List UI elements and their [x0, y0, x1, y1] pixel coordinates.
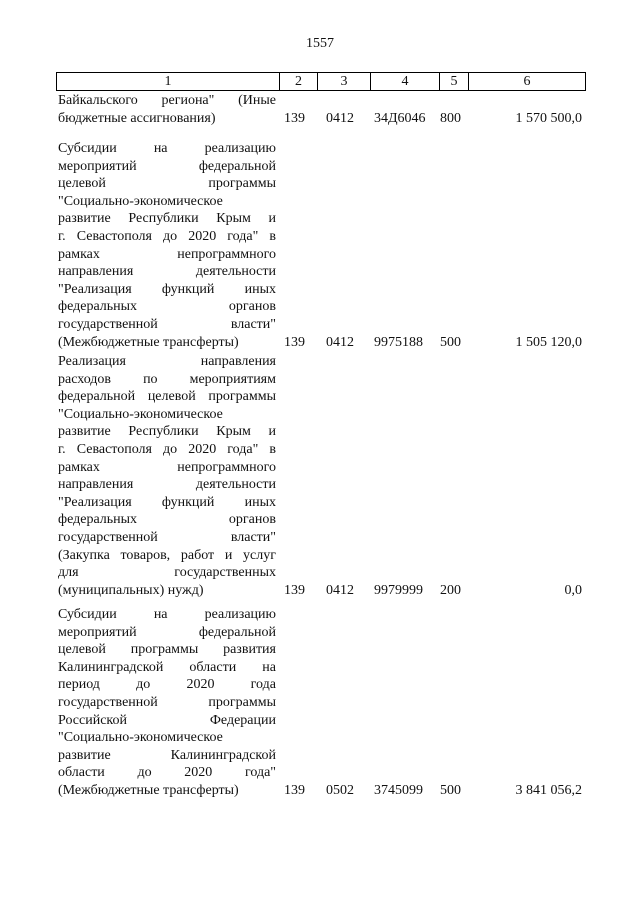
cell-col5: 200 [440, 582, 461, 598]
description-line: расходов по мероприятиям [58, 371, 276, 387]
cell-col3: 0502 [326, 783, 354, 798]
description-line: "Реализация функций иных [58, 281, 276, 297]
cell-col3: 0412 [326, 582, 354, 598]
description-line: мероприятий федеральной [58, 624, 276, 640]
cell-col6: 1 505 120,0 [515, 334, 582, 350]
cell-col5: 500 [440, 334, 461, 350]
description-line: рамках непрограммного [58, 459, 276, 475]
description-line: целевой программы развития [58, 642, 276, 658]
cell-col3: 0412 [326, 334, 354, 350]
description-line: "Социально-экономическое [58, 406, 223, 422]
cell-col6: 0,0 [564, 582, 582, 598]
cell-col4: 34Д6046 [374, 110, 426, 126]
description-line: федеральной целевой программы [58, 389, 276, 405]
cell-col6: 3 841 056,2 [515, 783, 582, 798]
row-description [58, 606, 276, 800]
description-line: направления деятельности [58, 477, 276, 493]
description-line: "Реализация функций иных [58, 494, 276, 510]
description-line: федеральных органов [58, 299, 276, 315]
description-line: государственной власти" [58, 316, 276, 332]
description-line: (Межбюджетные трансферты) [58, 334, 239, 350]
description-line: Российской Федерации [58, 712, 276, 728]
description-line: Байкальского региона" (Иные [58, 93, 276, 108]
cell-col2: 139 [284, 582, 305, 598]
description-line: (Закупка товаров, работ и услуг [58, 547, 276, 563]
cell-col5: 800 [440, 110, 461, 126]
description-line: г. Севастополя до 2020 года" в [58, 441, 276, 457]
row-description [58, 353, 276, 599]
description-line: Субсидии на реализацию [58, 141, 276, 156]
cell-col4: 3745099 [374, 783, 423, 798]
cell-col6: 1 570 500,0 [515, 110, 582, 126]
description-line: развитие Республики Крым и [58, 211, 276, 227]
header-col-5: 5 [439, 73, 468, 90]
description-line: мероприятий федеральной [58, 158, 276, 174]
description-line: Реализация направления [58, 354, 276, 369]
description-line: государственной программы [58, 694, 276, 710]
cell-col3: 0412 [326, 110, 354, 126]
cell-col2: 139 [284, 334, 305, 350]
header-col-4: 4 [370, 73, 439, 90]
description-line: бюджетные ассигнования) [58, 110, 216, 126]
description-line: государственной власти" [58, 529, 276, 545]
header-col-2: 2 [279, 73, 317, 90]
page-number: 1557 [306, 36, 334, 51]
description-line: (муниципальных) нужд) [58, 582, 204, 598]
cell-col4: 9975188 [374, 334, 423, 350]
description-line: Калининградской области на [58, 659, 276, 675]
description-line: направления деятельности [58, 264, 276, 280]
description-line: Субсидии на реализацию [58, 607, 276, 622]
description-line: (Межбюджетные трансферты) [58, 782, 239, 798]
cell-col2: 139 [284, 783, 305, 798]
table-header [56, 72, 586, 91]
description-line: рамках непрограммного [58, 246, 276, 262]
description-line: "Социально-экономическое [58, 193, 223, 209]
cell-col4: 9979999 [374, 582, 423, 598]
description-line: развитие Калининградской [58, 747, 276, 763]
row-description [58, 92, 276, 127]
description-line: области до 2020 года" [58, 765, 276, 781]
cell-col5: 500 [440, 783, 461, 798]
description-line: "Социально-экономическое [58, 730, 223, 746]
header-col-6: 6 [468, 73, 585, 90]
header-col-1: 1 [164, 74, 172, 89]
row-description [58, 140, 276, 351]
header-col-3: 3 [317, 73, 370, 90]
description-line: г. Севастополя до 2020 года" в [58, 228, 276, 244]
description-line: развитие Республики Крым и [58, 424, 276, 440]
description-line: целевой программы [58, 176, 276, 192]
description-line: федеральных органов [58, 512, 276, 528]
cell-col2: 139 [284, 110, 305, 126]
description-line: период до 2020 года [58, 677, 276, 693]
description-line: для государственных [58, 565, 276, 581]
